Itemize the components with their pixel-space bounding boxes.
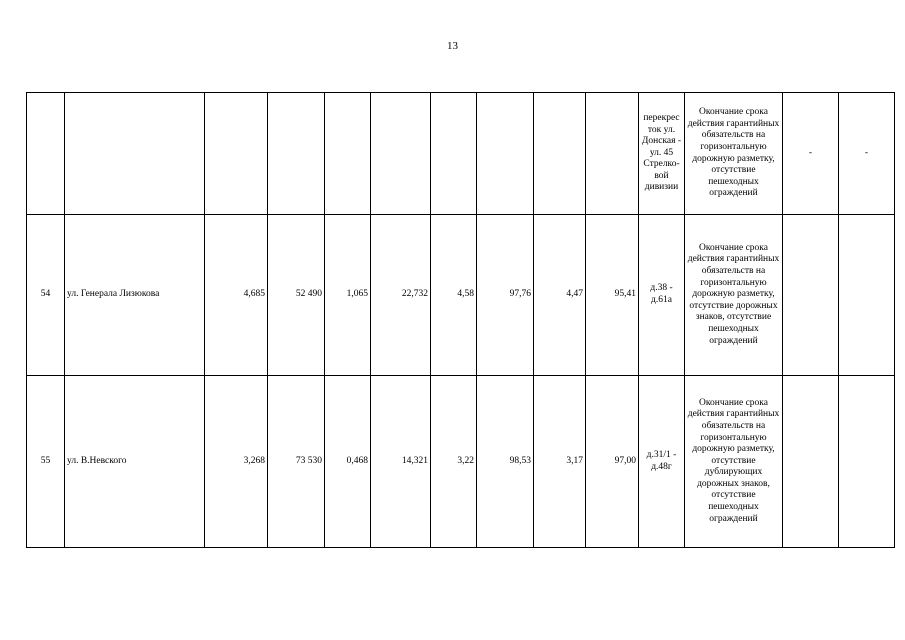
cell-value: 0,468 — [325, 376, 371, 548]
cell-value: 95,41 — [586, 215, 639, 376]
cell-value — [477, 93, 534, 215]
defects-text: Окончание срока действия гарантийных обязательств на горизонтальную дорожную разметку, отсутствие дорожных знаков, отсутствие пешеходных ограждений — [685, 215, 783, 376]
street-name: ул. В.Невского — [65, 376, 205, 548]
cell-value: - — [839, 93, 895, 215]
section-bounds: д.31/1 - д.48г — [639, 376, 685, 548]
cell-value: 98,53 — [477, 376, 534, 548]
cell-value: - — [783, 93, 839, 215]
cell-value: 1,065 — [325, 215, 371, 376]
cell-value — [534, 93, 586, 215]
cell-value: 73 530 — [268, 376, 325, 548]
cell-value: 3,268 — [205, 376, 268, 548]
cell-value: 14,321 — [371, 376, 431, 548]
cell-value — [783, 215, 839, 376]
table-row — [27, 93, 895, 215]
section-bounds: д.38 - д.61а — [639, 215, 685, 376]
cell-value: 4,47 — [534, 215, 586, 376]
street-name — [65, 93, 205, 215]
road-data-table — [26, 92, 895, 548]
row-number: 54 — [27, 215, 65, 376]
cell-value — [839, 376, 895, 548]
cell-value: 4,58 — [431, 215, 477, 376]
row-number — [27, 93, 65, 215]
section-bounds: перекрес ток ул. Донская - ул. 45 Стрелко- вой дивизии — [639, 93, 685, 215]
cell-value: 97,00 — [586, 376, 639, 548]
cell-value — [839, 215, 895, 376]
street-name: ул. Генерала Лизюкова — [65, 215, 205, 376]
defects-text: Окончание срока действия гарантийных обязательств на горизонтальную дорожную разметку, отсутствие пешеходных ограждений — [685, 93, 783, 215]
defects-text: Окончание срока действия гарантийных обязательств на горизонтальную дорожную разметку, отсутствие дублирующих дорожных знаков, отсутствие пешеходных ограждений — [685, 376, 783, 548]
cell-value: 3,17 — [534, 376, 586, 548]
table-row — [27, 215, 895, 376]
cell-value — [431, 93, 477, 215]
cell-value — [268, 93, 325, 215]
page-number: 13 — [447, 40, 458, 52]
cell-value: 22,732 — [371, 215, 431, 376]
table-row — [27, 376, 895, 548]
cell-value — [371, 93, 431, 215]
cell-value — [586, 93, 639, 215]
cell-value: 4,685 — [205, 215, 268, 376]
cell-value — [783, 376, 839, 548]
cell-value — [205, 93, 268, 215]
row-number: 55 — [27, 376, 65, 548]
cell-value: 3,22 — [431, 376, 477, 548]
cell-value: 52 490 — [268, 215, 325, 376]
cell-value: 97,76 — [477, 215, 534, 376]
cell-value — [325, 93, 371, 215]
